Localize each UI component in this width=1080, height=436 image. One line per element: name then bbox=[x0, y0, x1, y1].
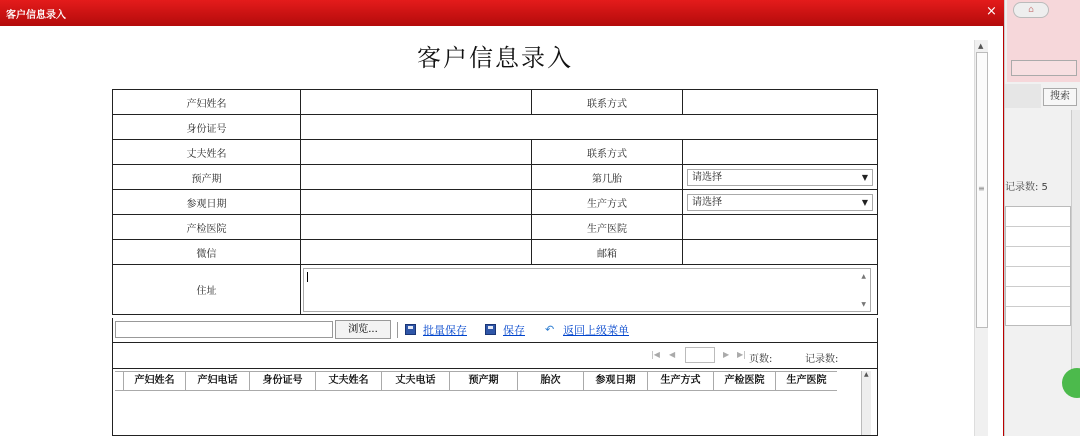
delivery-method-label: 生产方式 bbox=[532, 190, 683, 215]
birth-order-label: 第几胎 bbox=[532, 165, 683, 190]
scroll-up-icon: ▲ bbox=[861, 272, 867, 280]
background-search-button[interactable]: 搜索 bbox=[1043, 88, 1077, 106]
save-disk-icon bbox=[405, 324, 416, 335]
id-number-input[interactable] bbox=[301, 115, 878, 140]
scroll-up-icon[interactable]: ▲ bbox=[978, 42, 984, 50]
column-header[interactable]: 预产期 bbox=[449, 372, 517, 390]
checkup-hospital-label: 产检医院 bbox=[113, 215, 301, 240]
grid-header bbox=[115, 371, 837, 391]
first-page-icon[interactable]: |◀ bbox=[651, 350, 660, 359]
grid-scrollbar[interactable] bbox=[861, 371, 871, 436]
scroll-grip-icon: ≡ bbox=[978, 184, 985, 193]
browse-button[interactable]: 浏览... bbox=[335, 320, 391, 339]
delivery-method-value: 请选择 bbox=[691, 196, 722, 208]
dialog-title: 客户信息录入 bbox=[6, 10, 66, 21]
last-page-icon[interactable]: ▶| bbox=[737, 350, 746, 359]
email-label: 邮箱 bbox=[532, 240, 683, 265]
background-record-count: 记录数: 5 bbox=[1005, 182, 1048, 193]
delivery-method-select[interactable] bbox=[687, 194, 873, 211]
email-input[interactable] bbox=[682, 240, 877, 265]
id-number-label: 身份证号 bbox=[113, 115, 301, 140]
chevron-down-icon: ▼ bbox=[861, 197, 868, 207]
save-link[interactable]: 保存 bbox=[503, 324, 525, 337]
wechat-label: 微信 bbox=[113, 240, 301, 265]
column-header[interactable]: 产妇电话 bbox=[185, 372, 249, 390]
mother-name-input[interactable] bbox=[301, 90, 532, 115]
toolbar-divider bbox=[397, 322, 398, 338]
background-search-field[interactable] bbox=[1005, 84, 1041, 108]
dialog-scrollbar[interactable] bbox=[974, 40, 988, 436]
save-disk-icon bbox=[485, 324, 496, 335]
mother-name-label: 产妇姓名 bbox=[113, 90, 301, 115]
customer-form bbox=[112, 89, 878, 315]
background-scrollbar[interactable] bbox=[1071, 110, 1080, 380]
column-header[interactable]: 生产医院 bbox=[775, 372, 837, 390]
column-header[interactable]: 胎次 bbox=[517, 372, 583, 390]
back-to-menu-link[interactable]: 返回上级菜单 bbox=[563, 324, 629, 337]
visit-date-label: 参观日期 bbox=[113, 190, 301, 215]
page-title: 客户信息录入 bbox=[417, 44, 573, 72]
column-header[interactable]: 参观日期 bbox=[583, 372, 647, 390]
batch-save-link[interactable]: 批量保存 bbox=[423, 324, 467, 337]
birth-order-select[interactable] bbox=[687, 169, 873, 186]
scroll-down-icon: ▼ bbox=[861, 300, 867, 308]
husband-contact-label: 联系方式 bbox=[532, 140, 683, 165]
delivery-hospital-label: 生产医院 bbox=[532, 215, 683, 240]
due-date-input[interactable] bbox=[301, 165, 532, 190]
page-number-input[interactable] bbox=[685, 347, 715, 363]
contact-label: 联系方式 bbox=[532, 90, 683, 115]
husband-name-label: 丈夫姓名 bbox=[113, 140, 301, 165]
close-icon[interactable]: × bbox=[986, 4, 997, 19]
pagination-bar bbox=[112, 343, 878, 369]
checkup-hospital-input[interactable] bbox=[301, 215, 532, 240]
background-list-panel bbox=[1005, 206, 1071, 326]
birth-order-value: 请选择 bbox=[691, 171, 722, 183]
contact-input[interactable] bbox=[682, 90, 877, 115]
next-page-icon[interactable]: ▶ bbox=[723, 350, 730, 359]
action-toolbar bbox=[112, 318, 878, 343]
column-header[interactable]: 丈夫电话 bbox=[381, 372, 449, 390]
address-textarea[interactable] bbox=[303, 268, 871, 312]
husband-name-input[interactable] bbox=[301, 140, 532, 165]
file-path-input[interactable] bbox=[115, 321, 333, 338]
wechat-input[interactable] bbox=[301, 240, 532, 265]
map-dropdown[interactable] bbox=[1011, 60, 1077, 76]
records-label: 记录数: bbox=[805, 354, 839, 365]
pages-label: 页数: bbox=[749, 354, 773, 365]
chevron-down-icon: ▼ bbox=[861, 172, 868, 182]
customer-grid bbox=[112, 369, 878, 436]
column-header[interactable]: 产检医院 bbox=[713, 372, 775, 390]
address-label: 住址 bbox=[113, 265, 301, 315]
column-header[interactable]: 产妇姓名 bbox=[123, 372, 185, 390]
dialog-titlebar[interactable] bbox=[0, 0, 1004, 26]
column-header[interactable]: 丈夫姓名 bbox=[315, 372, 381, 390]
map-toggle-icon[interactable]: ⌂ bbox=[1013, 2, 1049, 18]
back-arrow-icon: ↶ bbox=[545, 323, 555, 336]
visit-date-input[interactable] bbox=[301, 190, 532, 215]
due-date-label: 预产期 bbox=[113, 165, 301, 190]
husband-contact-input[interactable] bbox=[682, 140, 877, 165]
scroll-up-icon[interactable]: ▲ bbox=[864, 371, 869, 378]
delivery-hospital-input[interactable] bbox=[682, 215, 877, 240]
column-header[interactable]: 身份证号 bbox=[249, 372, 315, 390]
prev-page-icon[interactable]: ◀ bbox=[669, 350, 676, 359]
background-map bbox=[1007, 0, 1080, 82]
column-header[interactable]: 生产方式 bbox=[647, 372, 713, 390]
